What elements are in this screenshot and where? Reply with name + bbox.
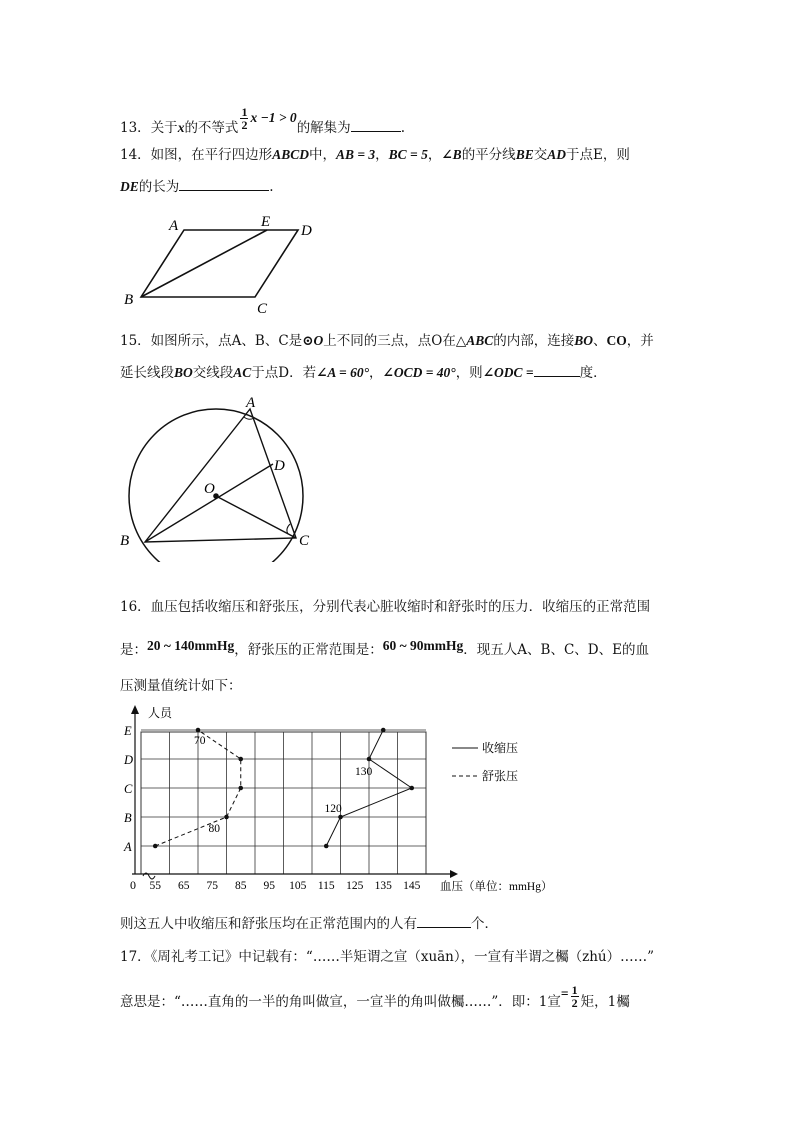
q14-comma2: ，: [427, 147, 442, 163]
chart-legend-diastolic: 舒张压: [482, 769, 519, 783]
q15-text-l2a: 延长线段: [120, 365, 174, 381]
q14-bc: BC = 5: [388, 147, 428, 162]
q15-line1: [120, 331, 654, 351]
chart-x-tick-label: 145: [403, 880, 421, 892]
q15-co: CO: [606, 333, 627, 348]
q15-bo: BO: [574, 333, 593, 348]
chart-y-tick-label: D: [124, 753, 134, 767]
q15-text-l2e: 度．: [579, 365, 607, 381]
q16-diastolic-range: 60 ~ 90mmHg: [382, 638, 464, 653]
chart-x-label: 血压（单位：mmHg）: [440, 881, 553, 893]
q13-number: 13．: [120, 120, 151, 136]
q14-text-d: 交: [533, 147, 548, 163]
q16-answer-blank[interactable]: [417, 913, 471, 928]
chart-data-label: 120: [324, 803, 342, 815]
q15-text-l2d: ，则: [455, 365, 483, 381]
q13-end: .: [400, 120, 405, 136]
q16-line1: [120, 597, 650, 617]
q13-text: 关于: [150, 120, 178, 136]
q16-line3: [120, 676, 242, 696]
chart-x-tick-label: 95: [263, 880, 275, 892]
q14-text-l2: 的长为: [138, 179, 180, 195]
q15-line2: [120, 362, 607, 383]
chart-x-tick-label: 105: [289, 880, 307, 892]
q16-text-l2a: 是：: [120, 642, 147, 658]
triangle-abc: [145, 409, 296, 542]
segment-be: [141, 230, 267, 297]
q13-line: [120, 105, 405, 141]
chart-point-systolic-b: [338, 815, 343, 820]
chart-y-arrow: [131, 705, 139, 714]
q15-label-c: C: [299, 533, 310, 549]
segment-bd: [145, 464, 273, 542]
chart-y-tick-label: C: [124, 782, 133, 796]
q15-text-l2c: 于点D．若: [251, 365, 317, 381]
chart-point-diastolic-d: [238, 757, 243, 762]
q16-systolic-range: 20 ~ 140mmHg: [147, 638, 235, 653]
q15-label-b: B: [120, 533, 130, 549]
q15-triangle: △ABC: [455, 333, 494, 348]
q13-var: x: [177, 120, 185, 135]
q14-parallelogram-figure: [110, 205, 330, 320]
chart-data-label: 80: [208, 823, 220, 835]
q17-text-l1: 17．《周礼考工记》中记载有：“……半矩谓之宣（xuān），一宣有半谓之欘（zhú）……”: [120, 949, 655, 965]
q13-fraction: $\frac{1}{2}$: [241, 105, 248, 132]
q16-line2: [120, 640, 649, 660]
q13-text-mid: 的不等式: [184, 120, 239, 136]
q15-comma: ，: [369, 365, 383, 381]
chart-data-label: 70: [194, 735, 206, 747]
q14-de: DE: [120, 179, 139, 194]
q14-label-c: C: [257, 301, 268, 317]
q14-text-b: 中，: [308, 147, 336, 163]
q17-line1: [120, 947, 654, 967]
q14-line1: [120, 145, 630, 165]
q15-text-c: 的内部，连接: [493, 333, 575, 349]
q16-text-l4b: 个．: [471, 916, 498, 932]
chart-data-label: 130: [355, 766, 373, 778]
q14-comma1: ，: [375, 147, 389, 163]
q16-text-l4a: 则这五人中收缩压和舒张压均在正常范围内的人有: [120, 916, 417, 932]
q17-fraction: $\frac{1}{2}$: [571, 983, 578, 1010]
q15-circle-o: ⊙O: [302, 333, 324, 348]
chart-point-systolic-e: [381, 728, 386, 733]
q14-abcd: ABCD: [272, 147, 309, 162]
q14-ab: AB = 3: [335, 147, 376, 162]
chart-x-tick-label: 115: [317, 880, 335, 892]
chart-x-tick-label: 135: [374, 880, 392, 892]
chart-y-tick-label: E: [124, 724, 132, 738]
q15-label-d: D: [274, 458, 285, 474]
q14-be: BE: [515, 147, 534, 162]
q16-line4: [120, 913, 498, 934]
q13-suffix: 的解集为: [296, 120, 351, 136]
q15-label-a: A: [246, 395, 256, 411]
q14-angle-b: ∠B: [441, 147, 462, 162]
q16-text-l2c: ．现五人A、B、C、D、E的血: [463, 642, 649, 658]
q15-angle-a: ∠A = 60°: [316, 365, 370, 380]
q15-circle-figure: [110, 392, 330, 562]
q14-end: .: [269, 179, 274, 195]
chart-point-diastolic-e: [196, 728, 201, 733]
chart-x-tick-label: 65: [178, 880, 190, 892]
q15-text-d: ，并: [626, 333, 654, 349]
q14-label-d: D: [301, 223, 312, 239]
chart-point-systolic-c: [409, 786, 414, 791]
q14-ad: AD: [547, 147, 566, 162]
chart-x-tick-label: 125: [346, 880, 364, 892]
chart-legend-systolic: 收缩压: [482, 741, 519, 755]
chart-point-diastolic-b: [224, 815, 229, 820]
q16-text-l1: 16．血压包括收缩压和舒张压，分别代表心脏收缩时和舒张时的压力．收缩压的正常范围: [120, 599, 651, 615]
chart-x-arrow: [450, 870, 458, 878]
blood-pressure-chart: [110, 700, 590, 900]
q15-ac: AC: [233, 365, 252, 380]
chart-point-diastolic-c: [238, 786, 243, 791]
q15-angle-ocd: ∠OCD = 40°: [382, 365, 456, 380]
chart-point-systolic-a: [324, 844, 329, 849]
q16-text-l2b: ，舒张压的正常范围是：: [234, 642, 383, 658]
q17-text-l2b: 矩，1欘: [580, 994, 630, 1010]
parallelogram-abcd: [141, 230, 298, 297]
chart-point-systolic-d: [367, 757, 372, 762]
q17-line2: [120, 983, 630, 1015]
q14-text-e: 于点E，则: [565, 147, 630, 163]
q17-equals: =: [560, 986, 569, 1001]
chart-y-label: 人员: [148, 706, 173, 720]
q15-text-b: 上不同的三点，点O在: [323, 333, 456, 349]
q16-text-l3: 压测量值统计如下：: [120, 678, 242, 694]
q14-answer-blank[interactable]: [179, 176, 269, 191]
chart-x-tick-label: 85: [235, 880, 247, 892]
q14-label-b: B: [124, 292, 134, 308]
q15-answer-blank[interactable]: [534, 362, 580, 377]
q14-line2: [120, 176, 274, 197]
chart-y-tick-label: B: [124, 811, 132, 825]
chart-y-tick-label: A: [124, 840, 132, 854]
q15-bo2: BO: [174, 365, 193, 380]
q14-label-a: A: [169, 218, 179, 234]
q14-text: 14．如图，在平行四边形: [120, 147, 273, 163]
q15-text: 15．如图所示，点A、B、C是: [120, 333, 303, 349]
q15-sep: 、: [593, 333, 607, 349]
q13-answer-blank[interactable]: [351, 117, 401, 132]
q15-label-o: O: [204, 481, 215, 497]
chart-origin-label: 0: [130, 878, 136, 892]
chart-point-diastolic-a: [153, 844, 158, 849]
q17-text-l2a: 意思是：“……直角的一半的角叫做宣，一宣半的角叫做欘……”．即：1宣: [120, 994, 561, 1010]
angle-ocd-mark: [287, 524, 290, 534]
q13-inequality: x −1 > 0: [250, 110, 297, 125]
q14-text-c: 的平分线: [461, 147, 516, 163]
q14-label-e: E: [261, 214, 271, 230]
chart-x-tick-label: 75: [206, 880, 218, 892]
chart-x-tick-label: 55: [149, 880, 161, 892]
q15-angle-odc: ∠ODC =: [482, 365, 534, 380]
q15-text-l2b: 交线段: [192, 365, 234, 381]
